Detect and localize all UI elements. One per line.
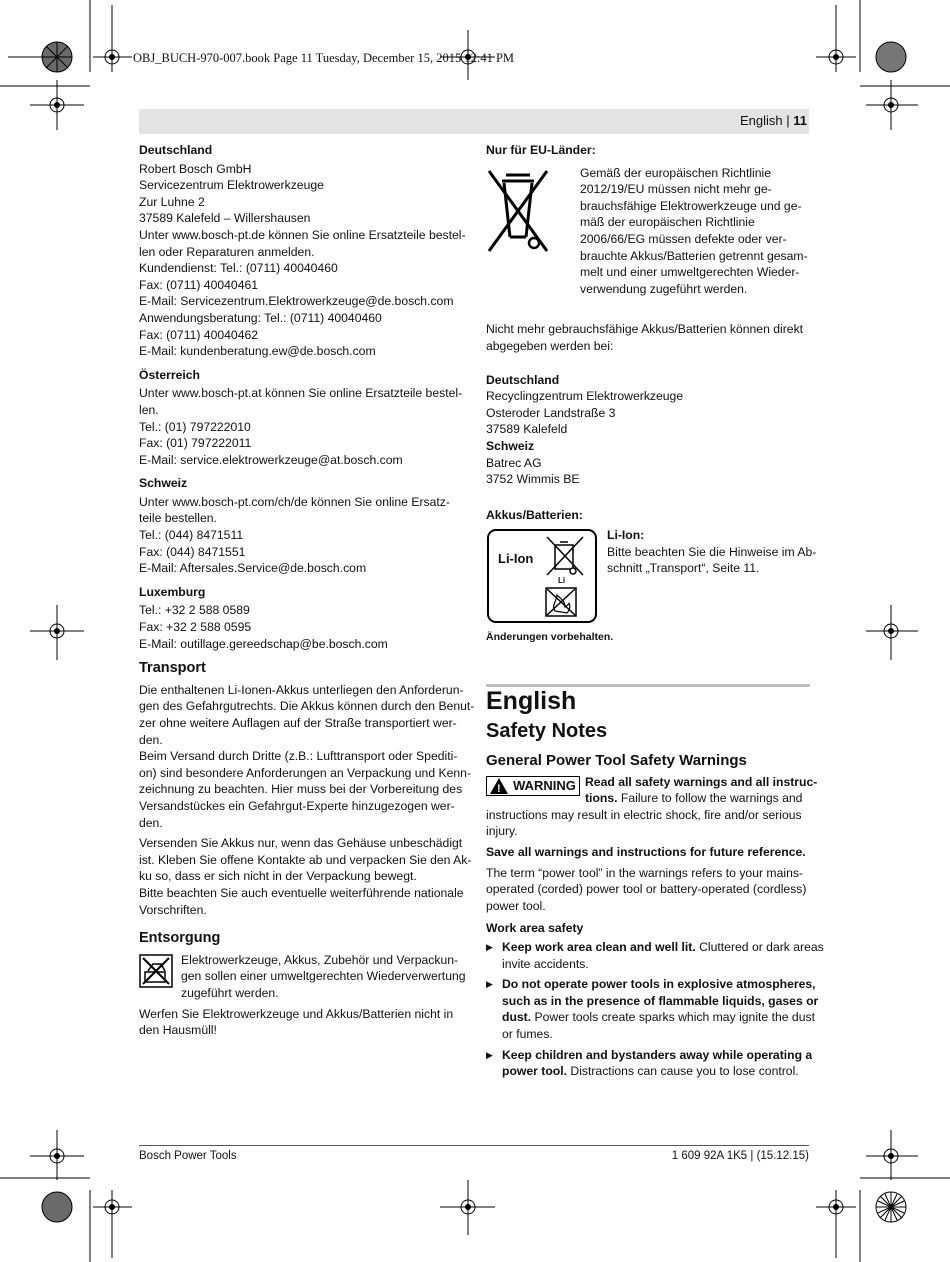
warning-bold-1: Read all safety warnings and all instruc-: [585, 774, 818, 789]
text-line: 37589 Kalefeld – Willershausen: [139, 211, 311, 226]
bullet-2-bold-2: such as in the presence of flammable liquids, gases or: [502, 993, 819, 1008]
text-line: E-Mail: outillage.gereedschap@be.bosch.com: [139, 636, 388, 651]
text-line: Tel.: (01) 797222010: [139, 419, 251, 434]
bullet-item-2: [486, 976, 819, 1042]
text-line: gen sollen einer umweltgerechten Wiederverwertung: [181, 969, 466, 984]
section-heading-akkus: Akkus/Batterien:: [486, 507, 583, 522]
text-line: E-Mail: Aftersales.Service@de.bosch.com: [139, 561, 367, 576]
text-line: gen des Gefahrgutrechts. Die Akkus können durch den Benut-: [139, 699, 475, 714]
eu-block: [486, 165, 810, 298]
bullet-1-line2: invite accidents.: [502, 956, 589, 971]
bullet-3-bold-1: Keep children and bystanders away while operating a: [502, 1047, 813, 1062]
liion-note: [607, 527, 817, 577]
entsorgung-paragraph: [139, 1006, 469, 1039]
text-line: injury.: [486, 824, 518, 839]
transport-paragraph-1: [139, 682, 475, 831]
liion-note-text: [607, 544, 817, 577]
text-line: Bitte beachten Sie auch eventuelle weiterführende nationale: [139, 885, 464, 900]
text-line: Batrec AG: [486, 455, 542, 470]
text-line: 37589 Kalefeld: [486, 422, 568, 437]
text-line: Fax: (01) 797222011: [139, 436, 252, 451]
text-line: brauchte Akkus/Batterien getrennt gesam-: [580, 248, 808, 263]
footer-right: 1 609 92A 1K5 | (15.12.15): [671, 1150, 809, 1162]
deutschland-address: [139, 161, 469, 360]
text-line: den Hausmüll!: [139, 1023, 217, 1038]
text-line: Vorschriften.: [139, 902, 207, 917]
entsorgung-block: [139, 952, 469, 1002]
text-line: instructions may result in electric shock, fire and/or serious: [486, 807, 802, 822]
text-line: Unter www.bosch-pt.com/ch/de können Sie online Ersatz-: [139, 494, 450, 509]
text-line: power tool.: [486, 898, 546, 913]
text-line: Tel.: (044) 8471511: [139, 528, 244, 543]
text-line: E-Mail: service.elektrowerkzeuge@at.bosch.com: [139, 452, 403, 467]
text-line: 2012/19/EU müssen nicht mehr ge-: [580, 182, 772, 197]
liion-label: Li-Ion: [498, 551, 534, 567]
text-line: Recyclingzentrum Elektrowerkzeuge: [486, 389, 684, 404]
crossed-fire-icon: [545, 587, 577, 617]
text-line: Versandstückes ein Gefahrgut-Experte hinzugezogen wer-: [139, 798, 455, 813]
safety-notes-heading: Safety Notes: [486, 720, 608, 743]
left-column: [139, 142, 475, 1039]
bullet-1-bold: Keep work area clean and well lit.: [502, 940, 696, 954]
right-column: [486, 142, 824, 1080]
warning-continuation: [486, 807, 810, 840]
text-line: Unter www.bosch-pt.at können Sie online Ersatzteile bestel-: [139, 386, 463, 401]
print-slug-line: OBJ_BUCH-970-007.book Page 11 Tuesday, December 15, 2015 12:41 PM: [133, 51, 515, 65]
text-line: E-Mail: Servicezentrum.Elektrowerkzeuge@de.bosch.com: [139, 294, 454, 309]
text-line: Tel.: +32 2 588 0589: [139, 603, 250, 618]
liion-symbol-box: [487, 529, 597, 623]
page-header-bar: [139, 109, 809, 134]
text-line: Bitte beachten Sie die Hinweise im Ab-: [607, 544, 817, 559]
text-line: Anwendungsberatung: Tel.: (0711) 40040460: [139, 310, 382, 325]
warning-paragraph: [486, 774, 818, 840]
text-line: mäß der europäischen Richtlinie: [580, 215, 755, 230]
bullet-2-line4: or fumes.: [502, 1026, 553, 1041]
text-line: The term “power tool” in the warnings refers to your mains-: [486, 865, 803, 880]
text-line: zeichnung zu beachten. Hier muss bei der Vorbereitung des: [139, 782, 463, 797]
eu-directive-text: [580, 165, 810, 298]
recycling-heading-schweiz: Schweiz: [486, 438, 535, 453]
text-line: Robert Bosch GmbH: [139, 161, 252, 176]
section-heading-transport: Transport: [139, 660, 206, 677]
crossed-wheelie-bin-icon: [486, 165, 550, 257]
text-line: schnitt „Transport“, Seite 11.: [607, 561, 760, 576]
bullet-item-1: [486, 939, 824, 972]
text-line: Zur Luhne 2: [139, 194, 205, 209]
footer-rule: [139, 1145, 809, 1146]
akkus-block: [486, 528, 817, 625]
header-language: English |: [740, 113, 794, 128]
text-line: Servicezentrum Elektrowerkzeuge: [139, 178, 324, 193]
text-line: Die enthaltenen Li-Ionen-Akkus unterliegen den Anforderun-: [139, 682, 464, 697]
eu-paragraph: [486, 321, 810, 354]
text-line: Gemäß der europäischen Richtlinie: [580, 165, 772, 180]
general-warnings-heading: General Power Tool Safety Warnings: [486, 752, 747, 770]
text-line: Unter www.bosch-pt.de können Sie online Ersatzteile bestel-: [139, 227, 466, 242]
text-line: abgegeben werden bei:: [486, 338, 614, 353]
no-household-waste-icon: [139, 954, 173, 988]
schweiz-address: [139, 494, 469, 577]
bullet-3-text: Distractions can cause you to lose control.: [567, 1064, 799, 1079]
text-line: Kundendienst: Tel.: (0711) 40040460: [139, 261, 338, 276]
changes-reserved: Änderungen vorbehalten.: [486, 631, 614, 644]
section-heading-eu: Nur für EU-Länder:: [486, 143, 596, 157]
oesterreich-address: [139, 385, 469, 468]
section-heading-entsorgung: Entsorgung: [139, 930, 221, 947]
bullet-2-bold-3: dust.: [502, 1010, 532, 1025]
warning-label: WARNING: [513, 777, 576, 793]
warning-triangle-icon: !: [490, 778, 508, 794]
text-line: on) sind besondere Anforderungen an Verpackung und Kenn-: [139, 765, 472, 780]
work-area-heading: Work area safety: [486, 921, 584, 936]
text-line: Fax: (0711) 40040462: [139, 327, 259, 342]
text-line: teile bestellen.: [139, 511, 217, 526]
bullet-3-bold-2: power tool.: [502, 1064, 567, 1079]
text-line: zugeführt werden.: [181, 985, 279, 1000]
power-tool-term-paragraph: [486, 865, 810, 915]
text-line: Fax: (0711) 40040461: [139, 277, 259, 292]
text-line: Beim Versand durch Dritte (z.B.: Lufttransport oder Spediti-: [139, 749, 458, 764]
entsorgung-icon-text: [181, 952, 469, 1002]
text-line: Elektrowerkzeuge, Akkus, Zubehör und Verpackun-: [181, 952, 459, 967]
luxemburg-address: [139, 602, 469, 652]
text-line: Fax: +32 2 588 0595: [139, 620, 252, 635]
text-line: Osteroder Landstraße 3: [486, 405, 616, 420]
text-line: melt und einer umweltgerechten Wieder-: [580, 265, 800, 280]
warning-rest-2: Failure to follow the warnings and: [617, 791, 803, 806]
li-label: Li: [558, 576, 566, 586]
text-line: len.: [139, 402, 159, 417]
text-line: brauchsfähige Elektrowerkzeuge und ge-: [580, 198, 802, 213]
warning-bold-2: tions.: [585, 791, 618, 806]
text-line: ist. Kleben Sie offene Kontakte ab und verpacken Sie den Ak-: [139, 852, 472, 867]
text-line: 3752 Wimmis BE: [486, 472, 580, 487]
text-line: zer ohne weitere Auflagen auf der Straße transportiert wer-: [139, 716, 457, 730]
section-heading-luxemburg: Luxemburg: [139, 584, 206, 599]
text-line: den.: [139, 732, 163, 747]
text-line: den.: [139, 815, 163, 830]
recycling-heading-deutschland: Deutschland: [486, 372, 560, 387]
section-heading-oesterreich: Österreich: [139, 367, 200, 382]
bullet-2-text: Power tools create sparks which may ignite the dust: [531, 1010, 815, 1025]
recycling-schweiz-address: [486, 455, 810, 488]
text-line: Fax: (044) 8471551: [139, 544, 246, 559]
liion-note-heading: Li-Ion:: [607, 528, 645, 543]
text-line: ku so, dass er sich nicht in der Verpackung bewegt.: [139, 869, 417, 884]
text-line: operated (corded) power tool or battery-operated (cordless): [486, 882, 807, 897]
text-line: Werfen Sie Elektrowerkzeuge und Akkus/Batterien nicht in: [139, 1006, 454, 1021]
bullet-2-bold-1: Do not operate power tools in explosive atmospheres,: [502, 977, 816, 992]
text-line: E-Mail: kundenberatung.ew@de.bosch.com: [139, 344, 376, 359]
text-line: len oder Reparaturen anmelden.: [139, 244, 315, 259]
transport-paragraph-2: [139, 835, 472, 918]
save-instructions: Save all warnings and instructions for future reference.: [486, 845, 806, 860]
warning-badge: [486, 776, 580, 799]
text-line: verwendung zugeführt werden.: [580, 281, 748, 296]
bullet-item-3: [486, 1047, 813, 1080]
text-line: Nicht mehr gebrauchsfähige Akkus/Batterien können direkt: [486, 322, 804, 337]
section-heading-deutschland: Deutschland: [139, 143, 213, 157]
text-line: 2006/66/EG müssen defekte oder ver-: [580, 231, 787, 246]
english-title: English: [486, 686, 577, 715]
bullet-1-text: Cluttered or dark areas: [695, 940, 824, 954]
page-header: [740, 113, 807, 128]
page-number: 11: [793, 113, 807, 128]
text-line: Versenden Sie Akkus nur, wenn das Gehäuse unbeschädigt: [139, 836, 463, 851]
footer-left: Bosch Power Tools: [139, 1150, 237, 1162]
recycling-deutschland-address: [486, 388, 810, 438]
section-heading-schweiz: Schweiz: [139, 476, 188, 491]
